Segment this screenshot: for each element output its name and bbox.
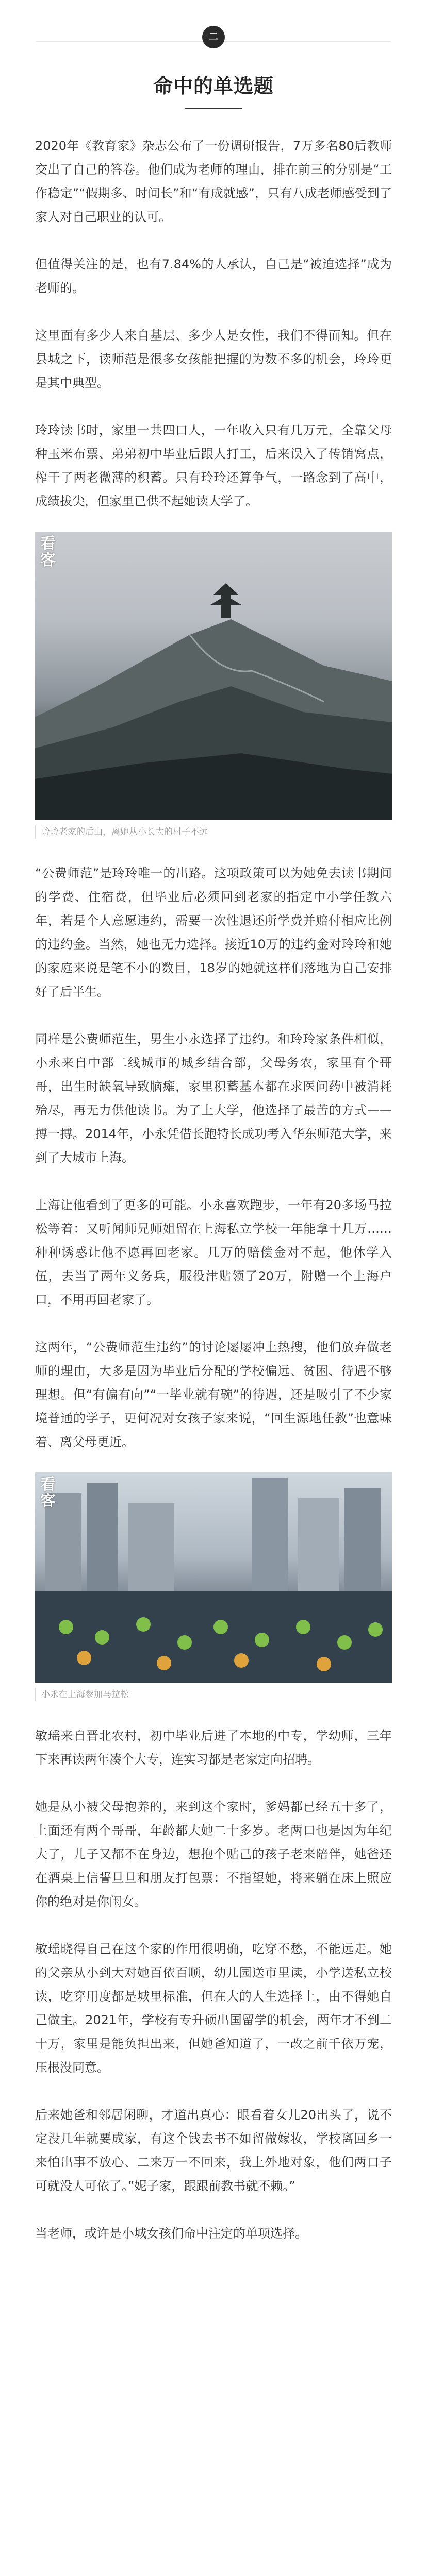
article-title: 命中的单选题 <box>153 75 274 97</box>
caption-text: 玲玲老家的后山，离她从小长大的村子不远 <box>35 825 392 839</box>
paragraph: 玲玲读书时，家里一共四口人，一年收入只有几万元，全靠父母种玉米布票、弟弟初中毕业后跟人打工，后来误入了传销窝点，榨干了两老微薄的积蓄。只有玲玲还算争气，一路念到了高中，成绩拔尖，但家里已供不起她读大学了。 <box>35 423 392 509</box>
photo-marathon <box>35 1472 392 1683</box>
paragraph: 后来她爸和邻居闲聊，才道出真心：眼看着女儿20出头了，说不定没几年就要成家，有这个钱去书不如留做嫁妆，学校离回乡一来怕出事不放心、二来万一不回来，我上外地对象，他们两口子可就没人可依了。”妮子家，跟跟前教书就不赖。” <box>35 2108 392 2193</box>
watermark-logo: 看 客 <box>40 1476 57 1510</box>
photo-caption <box>35 1688 392 1701</box>
paragraph: 同样是公费师范生，男生小永选择了违约。和玲玲家条件相似，小永来自中部二线城市的城乡结合部，父母务农，家里有个哥哥，出生时缺氧导致脑瘫，家里积蓄基本都在求医问药中被消耗殆尽，再无力供他读书。为了上大学，他选择了最苦的方式——搏一搏。2014年，小永凭借长跑特长成功考入华东师范大学，来到了大城市上海。 <box>35 1032 392 1165</box>
paragraph: 当老师，或许是小城女孩们命中注定的单项选择。 <box>35 2226 307 2241</box>
mountain-landscape-image <box>35 532 392 820</box>
paragraph: 她是从小被父母抱养的，来到这个家时，爹妈都已经五十多了，上面还有两个哥哥，年龄都大她二十多岁。老两口也是因为年纪大了，儿子又都不在身边，想抱个贴己的孩子老来陪伴，她爸还在酒桌上信誓旦旦和朋友打包票：不指望她，将来躺在床上照应你的绝对是你闺女。 <box>35 1800 392 1909</box>
marathon-crowd-image <box>35 1472 392 1683</box>
photo-mountain-village <box>35 532 392 820</box>
paragraph: 2020年《教育家》杂志公布了一份调研报告，7万多名80后教师交出了自己的答卷。他们成为老师的理由，排在前三的分别是“工作稳定”“假期多、时间长”和“有成就感”，只有八成老师感受到了家人对自己职业的认可。 <box>35 139 392 224</box>
section-header <box>0 0 427 46</box>
caption-text: 小永在上海参加马拉松 <box>35 1688 392 1701</box>
paragraph: 敏瑶晓得自己在这个家的作用很明确，吃穿不愁，不能远走。她的父亲从小到大对她百依百顺，幼儿园送市里读，小学送私立校读，吃穿用度都是城里标准，但在大的人生选择上，由不得她自己做主。2021年，学校有专升硕出国留学的机会，两年才不到二十万，家里是能负担出来，但她爸知道了，一改之前千依万宠，压根没同意。 <box>35 1942 392 2075</box>
section-number-badge: 二 <box>202 26 225 48</box>
paragraph: 敏瑶来自晋北农村，初中毕业后进了本地的中专，学幼师，三年下来再读两年凑个大专，连实习都是老家定向招聘。 <box>35 1728 392 1767</box>
paragraph: 上海让他看到了更多的可能。小永喜欢跑步，一年有20多场马拉松等着：又听闻师兄师姐留在上海私立学校一年能拿十几万……种种诱惑让他不愿再回老家。几万的赔偿金对不起，他休学入伍，去当了两年义务兵，服役津贴领了20万，附赠一个上海户口，不用再回老家了。 <box>35 1198 392 1307</box>
paragraph: “公费师范”是玲玲唯一的出路。这项政策可以为她免去读书期间的学费、住宿费，但毕业后必须回到老家的指定中小学任教六年，若是个人意愿违约，需要一次性退还所学费并赔付相应比例的违约金。当然，她也无力选择。接近10万的违约金对玲玲和她的家庭来说是笔不小的数目，18岁的她就这样们落地为自己安排好了后半生。 <box>35 866 392 999</box>
paragraph: 这两年，“公费师范生违约”的讨论屡屡冲上热搜，他们放弃做老师的理由，大多是因为毕业后分配的学校偏远、贫困、待遇不够理想。但“有偏有向”“一毕业就有碗”的待遇，还是吸引了不少家境普通的学子，更何况对女孩子家来说，“回生源地任教”也意味着、离父母更近。 <box>35 1340 392 1449</box>
photo-caption <box>35 825 392 839</box>
paragraph: 但值得关注的是，也有7.84%的人承认，自己是“被迫选择”成为老师的。 <box>35 257 392 295</box>
paragraph: 这里面有多少人来自基层、多少人是女性，我们不得而知。但在县城之下，读师范是很多女孩能把握的为数不多的机会，玲玲更是其中典型。 <box>35 328 392 390</box>
watermark-logo: 看 客 <box>40 535 57 569</box>
